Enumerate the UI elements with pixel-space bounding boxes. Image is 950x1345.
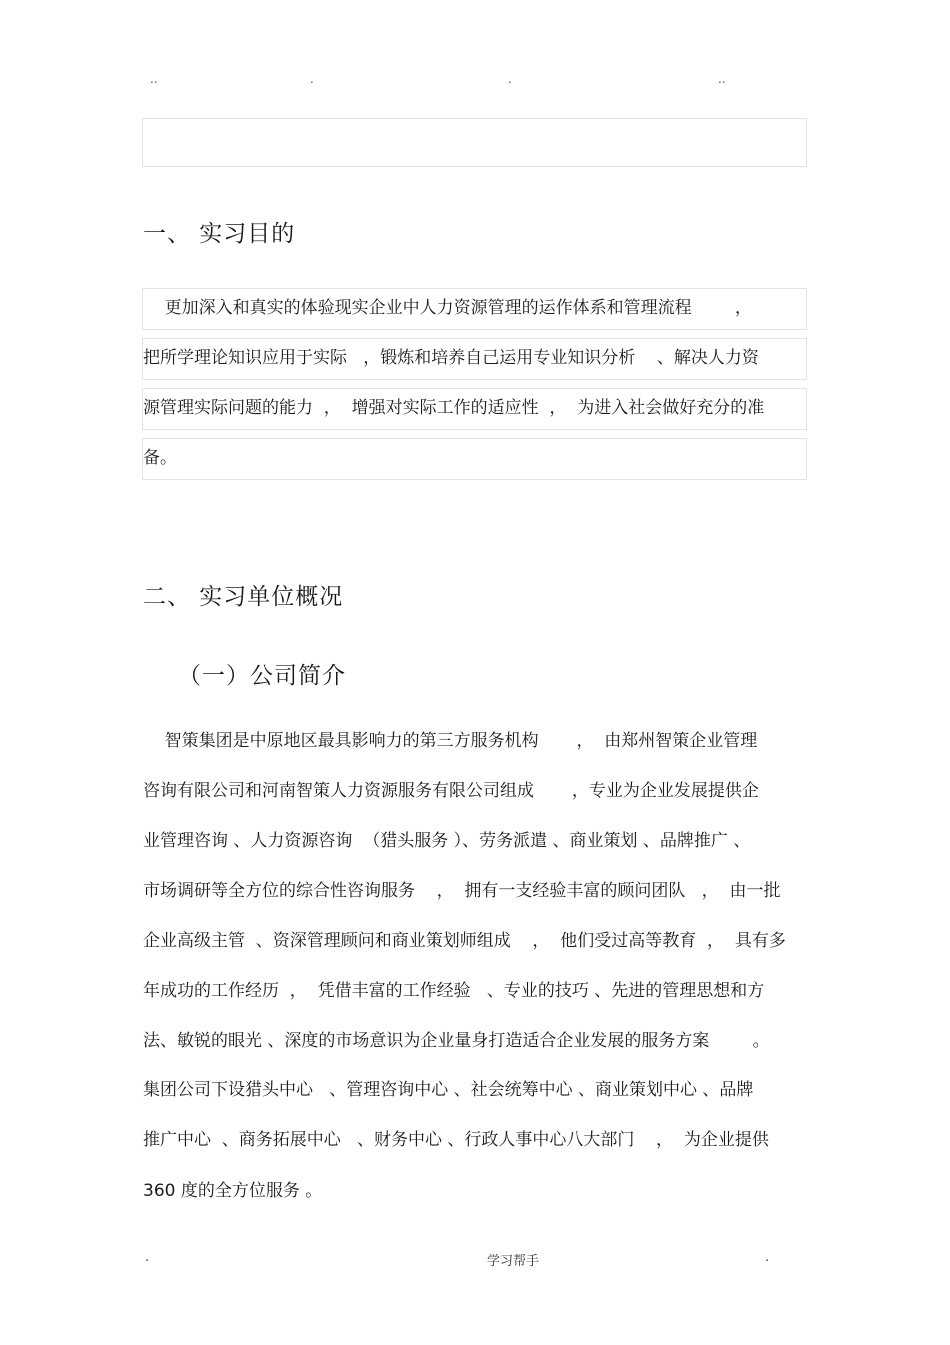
header-mark: .. [150,72,158,86]
paragraph-line: 智策集团是中原地区最具影响力的第三方服务机构 ， 由郑州智策企业管理 [143,731,758,751]
paragraph-line: 企业高级主管 、资深管理顾问和商业策划师组成 ， 他们受过高等教育 ， 具有多 [143,931,786,951]
header-mark: . [310,72,314,86]
paragraph-line: 360 度的全方位服务 。 [143,1181,323,1201]
paragraph-line: 法、敏锐的眼光 、深度的市场意识为企业量身打造适合企业发展的服务方案 。 [143,1031,770,1051]
paragraph-line: 咨询有限公司和河南智策人力资源服务有限公司组成 ，专业为企业发展提供企 [143,781,759,801]
paragraph-line: 把所学理论知识应用于实际 ，锻炼和培养自己运用专业知识分析 、解决人力资 [143,348,759,368]
paragraph-line: 更加深入和真实的体验现实企业中人力资源管理的运作体系和管理流程 ， [143,298,752,318]
paragraph-line: 备。 [143,448,177,468]
paragraph-line: 业管理咨询 、人力资源咨询 （猎头服务 ）、劳务派遣 、商业策划 、品牌推广 、 [143,831,751,851]
section-heading-company: 二、 实习单位概况 [143,584,344,610]
paragraph-line: 源管理实际问题的能力 ， 增强对实际工作的适应性 ， 为进入社会做好充分的准 [143,398,765,418]
paragraph-line: 集团公司下设猎头中心 、管理咨询中心 、社会统筹中心 、商业策划中心 、品牌 [143,1080,754,1100]
paragraph-line: 年成功的工作经历 ， 凭借丰富的工作经验 、专业的技巧 、先进的管理思想和方 [143,981,765,1001]
subsection-heading-intro: （一）公司简介 [178,663,346,689]
header-mark: .. [718,72,726,86]
footer-title: 学习帮手 [487,1254,540,1269]
header-mark: . [508,72,512,86]
empty-header-box [142,118,807,167]
footer-left-mark: . [145,1250,150,1265]
text-box [142,438,807,480]
footer-right-mark: . [765,1250,770,1265]
paragraph-line: 推广中心 、商务拓展中心 、财务中心 、行政人事中心八大部门 ， 为企业提供 [143,1130,769,1150]
section-heading-purpose: 一、 实习目的 [143,221,296,247]
paragraph-line: 市场调研等全方位的综合性咨询服务 ， 拥有一支经验丰富的顾问团队 ， 由一批 [143,881,781,901]
